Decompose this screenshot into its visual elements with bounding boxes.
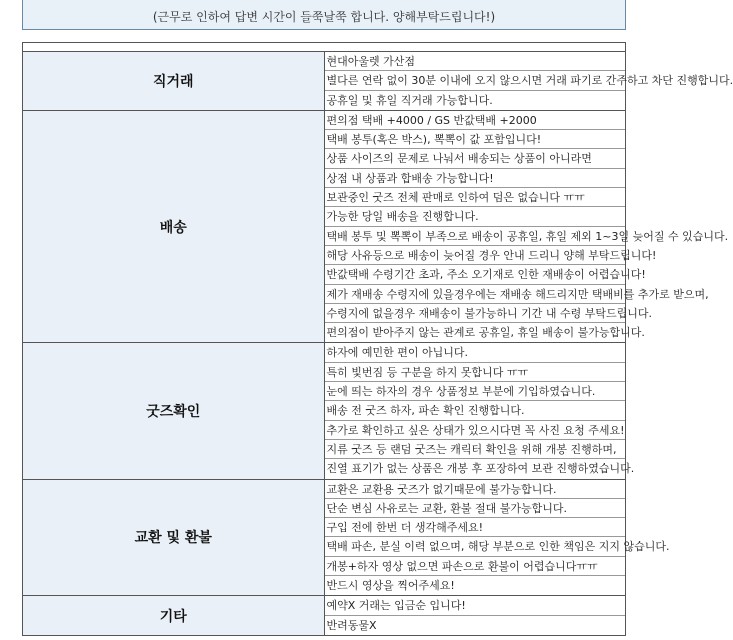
policy-line: 제가 재배송 수령지에 있을경우에는 재배송 해드리지만 택배비를 추가로 받으며, (325, 285, 626, 304)
policy-line: 반값택배 수령기간 초과, 주소 오기재로 인한 재배송이 어렵습니다! (325, 265, 626, 284)
policy-line: 별다른 연락 없이 30분 이내에 오지 않으시면 거래 파기로 간주하고 차단 진행합니다. (325, 71, 626, 90)
policy-line: 택배 봉투(혹은 박스), 뽁뽁이 값 포함입니다! (325, 130, 626, 149)
policy-line: 특히 빛번짐 등 구분을 하지 못합니다 ㅠㅠ (325, 363, 626, 382)
policy-line: 배송 전 굿즈 하자, 파손 확인 진행합니다. (325, 401, 626, 420)
category-exchange-refund: 교환 및 환불 (23, 479, 325, 596)
category-shipping: 배송 (23, 110, 325, 343)
section-shipping (23, 110, 626, 343)
policy-line: 현대아울렛 가산점 (325, 52, 626, 71)
policy-line: 편의점 택배 +4000 / GS 반값택배 +2000 (325, 111, 626, 130)
policy-line: 눈에 띄는 하자의 경우 상품정보 부분에 기입하였습니다. (325, 382, 626, 401)
section-direct-trade (23, 52, 626, 111)
policy-line: 공휴일 및 휴일 직거래 가능합니다. (326, 93, 493, 107)
policy-line: 상점 내 상품과 합배송 가능합니다! (325, 169, 626, 188)
policy-line: 수령지에 없을경우 재배송이 불가능하니 기간 내 수령 부탁드립니다. (325, 304, 626, 323)
section-exchange-refund (23, 479, 626, 596)
policy-line: 택배 파손, 분실 이력 없으며, 해당 부분으로 인한 책임은 지지 않습니다. (325, 537, 626, 556)
policy-line: 편의점이 받아주지 않는 관계로 공휴일, 휴일 배송이 불가능합니다. (326, 326, 645, 340)
category-goods-check: 굿즈확인 (23, 343, 325, 479)
policy-line: 진열 표기가 없는 상품은 개봉 후 포장하여 보관 진행하였습니다. (326, 462, 635, 476)
notice-banner (22, 0, 626, 30)
policy-table (22, 42, 733, 636)
policy-line: 해당 사유등으로 배송이 늦어질 경우 안내 드리니 양해 부탁드립니다! (325, 246, 626, 265)
policy-line: 보관중인 굿즈 전체 판매로 인하여 덤은 없습니다 ㅠㅠ (325, 188, 626, 207)
category-etc: 기타 (23, 596, 325, 636)
policy-line: 개봉+하자 영상 없으면 파손으로 환불이 어렵습니다ㅠㅠ (325, 557, 626, 576)
section-etc (23, 596, 626, 636)
policy-line: 교환은 교환용 굿즈가 없기때문에 불가능합니다. (325, 480, 626, 499)
notice-text: (근무로 인하여 답변 시간이 들쭉날쭉 합니다. 양해부탁드립니다!) (152, 10, 496, 24)
policy-line: 하자에 예민한 편이 아닙니다. (325, 343, 626, 362)
policy-line: 단순 변심 사유로는 교환, 환불 절대 불가능합니다. (325, 499, 626, 518)
policy-line: 택배 봉투 및 뽁뽁이 부족으로 배송이 공휴일, 휴일 제외 1~3일 늦어질 수 있습니다. (325, 227, 626, 246)
policy-line: 가능한 당일 배송을 진행합니다. (325, 207, 626, 226)
policy-line: 상품 사이즈의 문제로 나눠서 배송되는 상품이 아니라면 (325, 149, 626, 168)
policy-line: 지류 굿즈 등 랜덤 굿즈는 캐릭터 확인을 위해 개봉 진행하며, (325, 440, 626, 459)
section-goods-check (23, 343, 626, 479)
policy-line: 구입 전에 한번 더 생각해주세요! (325, 518, 626, 537)
policy-line: 반려동물X (326, 618, 377, 632)
policy-line: 추가로 확인하고 싶은 상태가 있으시다면 꼭 사진 요청 주세요! (325, 421, 626, 440)
spacer-row (23, 43, 626, 52)
category-direct-trade: 직거래 (23, 52, 325, 111)
policy-line: 예약X 거래는 입금순 입니다! (325, 596, 626, 615)
policy-line: 반드시 영상을 찍어주세요! (326, 579, 455, 593)
